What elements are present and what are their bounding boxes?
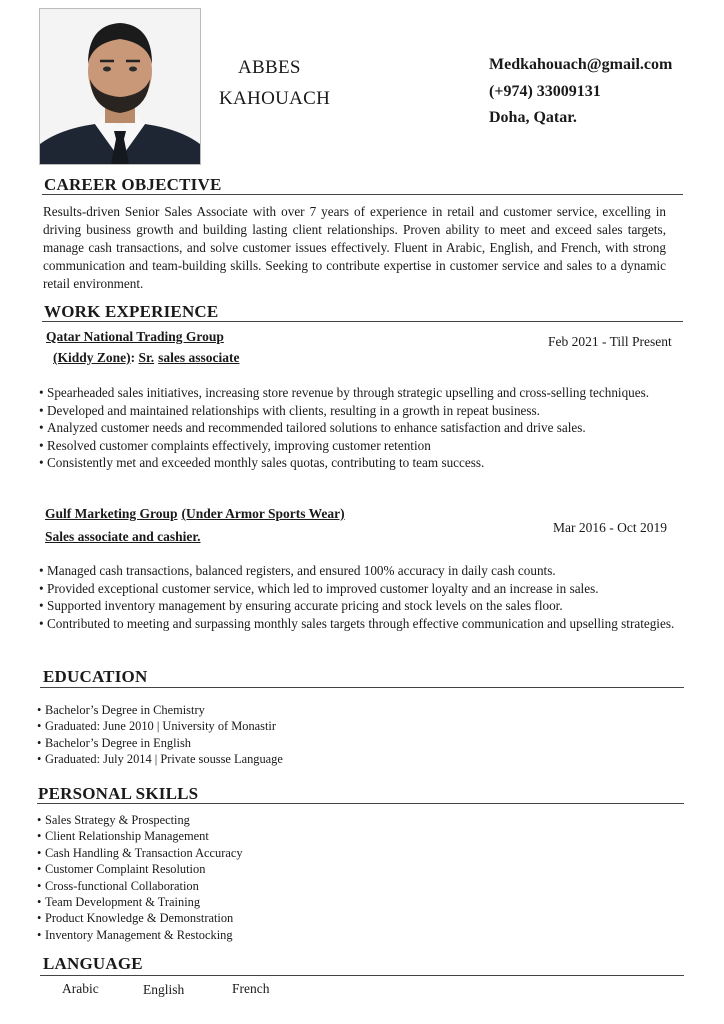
list-item: • Customer Complaint Resolution bbox=[37, 861, 437, 877]
job-employer: Qatar National Trading Group bbox=[46, 329, 224, 344]
education-heading: EDUCATION bbox=[43, 667, 148, 686]
list-item: • Graduated: July 2014 | Private sousse Language bbox=[37, 751, 437, 767]
list-item: • Cross-functional Collaboration bbox=[37, 878, 437, 894]
language-item: Arabic bbox=[62, 981, 99, 996]
job-role: sales associate bbox=[158, 350, 240, 365]
education-list bbox=[37, 702, 437, 768]
list-item: • Resolved customer complaints effectively, improving customer retention bbox=[39, 437, 679, 455]
language-item: English bbox=[143, 982, 185, 997]
language-item: French bbox=[232, 981, 270, 996]
job-bullets bbox=[39, 562, 684, 632]
list-item: • Client Relationship Management bbox=[37, 828, 437, 844]
list-item: • Spearheaded sales initiatives, increasing store revenue by through strategic upselling and cross-selling techniques. bbox=[39, 384, 679, 402]
skills-list bbox=[37, 812, 437, 943]
section-divider bbox=[37, 803, 684, 804]
job-employer-sub: (Under Armor Sports Wear) bbox=[181, 506, 345, 521]
job-role-prefix: Sr. bbox=[138, 350, 155, 365]
work-experience-heading: WORK EXPERIENCE bbox=[44, 302, 219, 321]
location: Doha, Qatar. bbox=[489, 109, 577, 126]
career-objective-heading: CAREER OBJECTIVE bbox=[44, 175, 222, 194]
job-dates: Feb 2021 - Till Present bbox=[548, 334, 672, 349]
list-item: • Cash Handling & Transaction Accuracy bbox=[37, 845, 437, 861]
section-divider bbox=[40, 975, 684, 976]
job-employer-sub: (Kiddy Zone) bbox=[53, 350, 131, 365]
skills-heading: PERSONAL SKILLS bbox=[38, 784, 199, 803]
job-title-line bbox=[45, 505, 345, 523]
list-item: • Supported inventory management by ensuring accurate pricing and stock levels on the sales floor. bbox=[39, 597, 684, 615]
phone: (+974) 33009131 bbox=[489, 83, 601, 100]
section-divider bbox=[42, 194, 683, 195]
list-item: • Managed cash transactions, balanced registers, and ensured 100% accuracy in daily cash counts. bbox=[39, 562, 684, 580]
section-divider bbox=[42, 321, 683, 322]
list-item: • Product Knowledge & Demonstration bbox=[37, 910, 437, 926]
first-name: ABBES bbox=[238, 57, 301, 78]
list-item: • Team Development & Training bbox=[37, 894, 437, 910]
list-item: • Inventory Management & Restocking bbox=[37, 927, 437, 943]
last-name: KAHOUACH bbox=[219, 88, 331, 109]
list-item: • Sales Strategy & Prospecting bbox=[37, 812, 437, 828]
list-item: • Contributed to meeting and surpassing monthly sales targets through effective communication and upselling strategies. bbox=[39, 615, 684, 633]
job-bullets bbox=[39, 384, 679, 472]
career-objective-text: Results-driven Senior Sales Associate with over 7 years of experience in retail and customer service, excelling in driving business growth and building lasting client relationships. Proven ability to meet and exceed sales targets, manage cash transactions, and solve customer issues effectively. Fluent in Arabic, English, and French, with strong communication and team-building skills. Seeking to contribute expertise in customer service and sales to a dynamic retail environment. bbox=[43, 204, 666, 291]
profile-photo bbox=[39, 8, 201, 165]
section-divider bbox=[40, 687, 684, 688]
job-employer: Gulf Marketing Group bbox=[45, 506, 178, 521]
job-dates: Mar 2016 - Oct 2019 bbox=[553, 520, 667, 535]
list-item: • Consistently met and exceeded monthly sales quotas, contributing to team success. bbox=[39, 454, 679, 472]
list-item: • Bachelor’s Degree in English bbox=[37, 735, 437, 751]
email: Medkahouach@gmail.com bbox=[489, 56, 673, 73]
list-item: • Provided exceptional customer service, which led to improved customer loyalty and an increase in sales. bbox=[39, 580, 684, 598]
list-item: • Developed and maintained relationships with clients, resulting in a growth in repeat business. bbox=[39, 402, 679, 420]
list-item: • Graduated: June 2010 | University of Monastir bbox=[37, 718, 437, 734]
list-item: • Analyzed customer needs and recommended tailored solutions to enhance satisfaction and drive sales. bbox=[39, 419, 679, 437]
job-title-line: (Kiddy Zone): Sr. sales associate bbox=[53, 350, 240, 365]
job-role: Sales associate and cashier. bbox=[45, 529, 201, 544]
list-item: • Bachelor’s Degree in Chemistry bbox=[37, 702, 437, 718]
language-heading: LANGUAGE bbox=[43, 954, 143, 973]
